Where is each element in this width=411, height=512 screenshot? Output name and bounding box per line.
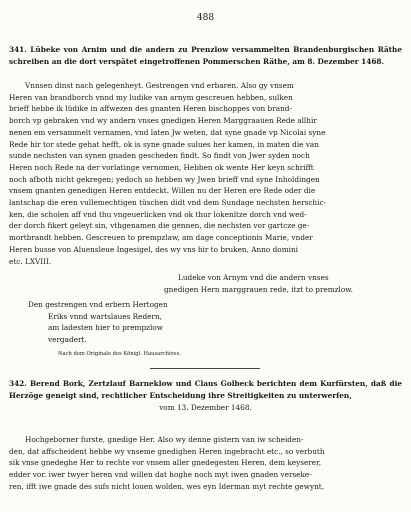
document-342-date: vom 13. Dezember 1468. xyxy=(159,403,252,412)
body-line: nenen em versammelt vernamen, vnd laten Jw weten, dat syne gnade vp Nicolai syne xyxy=(9,127,326,137)
document-341-heading xyxy=(9,44,402,68)
source-note: Nach dem Originale des Königl. Hausarchives. xyxy=(58,351,181,357)
body-line: vnsem gnanten genedigen Heren entdeckt. Willen nu der Heren ere Rede oder die xyxy=(9,186,316,196)
signature-line: Ludeke von Arnym vnd die andern vnses xyxy=(178,273,329,282)
body-line: edder vor. iwer twyer heren vnd willen dat hoghe noch myt iwen gnaden verseke- xyxy=(9,470,312,480)
body-line: Vnnsen dinst nach gelegenheyt. Gestrengen vnd erbaren. Also gy vnsem xyxy=(25,81,294,90)
body-line: borch vp gebraken vnd wy andern vnses gnedigen Heren Marggraauen Rede allhir xyxy=(9,116,317,126)
body-line: der dorch fikert geleyt sin, vthgenamen die gennen, die nechsten vor gartcze ge- xyxy=(9,221,310,231)
body-line: sik vnse gnedeghe Her to rechte vor vnsem aller gnedegesten Heren, dem keyserer, xyxy=(9,458,322,468)
document-342-number: 342. xyxy=(9,379,27,388)
document-342-body xyxy=(9,434,402,493)
document-341-number: 341. xyxy=(9,45,27,54)
body-line: sunde nechsten van synen gnaden gescheden findt. So findt von Jwer syden noch xyxy=(9,151,310,161)
address-line: Den gestrengen vnd erbern Hertogen xyxy=(28,300,168,309)
document-342-heading xyxy=(9,378,402,414)
document-341-body xyxy=(9,80,402,267)
body-line: Heren noch Rede na der vorlatinge vernomen, Hebben ok wente Her keyn schrifft xyxy=(9,162,314,172)
body-line: lantschap die eren vullemechtigen tüschen didt vnd dem Sundage nechsten herschic- xyxy=(9,198,327,208)
signature-line: gnedigen Hern marggrauen rede, itzt to premzlow. xyxy=(164,284,353,294)
body-line: Heren van brandborch vnnd my ludike van arnym gescreuen hebben, sulken xyxy=(9,92,293,102)
address-line: am ladesten hier to prempzlow xyxy=(48,323,163,332)
document-341-signature xyxy=(164,272,353,295)
document-341-address xyxy=(28,299,168,345)
document-342 xyxy=(9,378,402,414)
section-divider xyxy=(150,368,260,369)
document-341-title: Lübeke von Arnim und die andern zu Prenzlow versammelten Brandenburgischen Räthe schreiben an die dort verspätet eingetroffenen Pommerschen Räthe, am 8. Dezember 1468. xyxy=(9,45,402,66)
address-line: Eriks vnnd wartslaues Redern, xyxy=(48,311,162,321)
body-line: noch afboth nicht gekregen; yedoch so hebben wy Jwen brieff vnd syne Inholdingen xyxy=(9,174,320,184)
body-line: Hochgeborner furste, gnedige Her. Also wy denne gistern van iw scheiden- xyxy=(25,435,304,444)
document-342-title: Berend Bork, Zertzlauf Barneklow und Claus Golbeck berichten dem Kurfürsten, daß die Herzöge geneigt sind, rechtlicher Entscheidung ihre Streitigkeiten zu unterwerfen, xyxy=(9,379,402,400)
body-line: ren, ifft iwe gnade des sufs nicht louen wolden, wes eyn Iderman myt rechte gewynt, xyxy=(9,481,325,491)
body-line: brieff hebbe ik lüdike in affwezen des gnanten Heren bischoppes von brand- xyxy=(9,104,292,114)
document-341 xyxy=(9,44,402,68)
page-number: 488 xyxy=(196,13,215,23)
body-line: den, dat affscheident hebbe wy vnseme gnedighen Heren ingebracht etc., so verbuth xyxy=(9,446,325,456)
body-line: Heren busse von Aluensleue Ingesigel, des wy vns hir to bruken, Anno domini xyxy=(9,244,298,254)
body-line: Rede hir tor stede gehat hefft, ok is syne gnade sulues her kamen, in maten die van xyxy=(9,139,319,149)
body-line: mortbrandt hebben. Gescreuen to prempzlaw, am dage conceptionis Marie, vnder xyxy=(9,233,313,243)
body-line: ken, die scholen aff vnd thu vngeuerlicken vnd ok thur lokenitze dorch vnd wed- xyxy=(9,209,307,219)
address-line: vergadert. xyxy=(48,334,87,344)
body-line: etc. LXVIII. xyxy=(9,256,52,266)
